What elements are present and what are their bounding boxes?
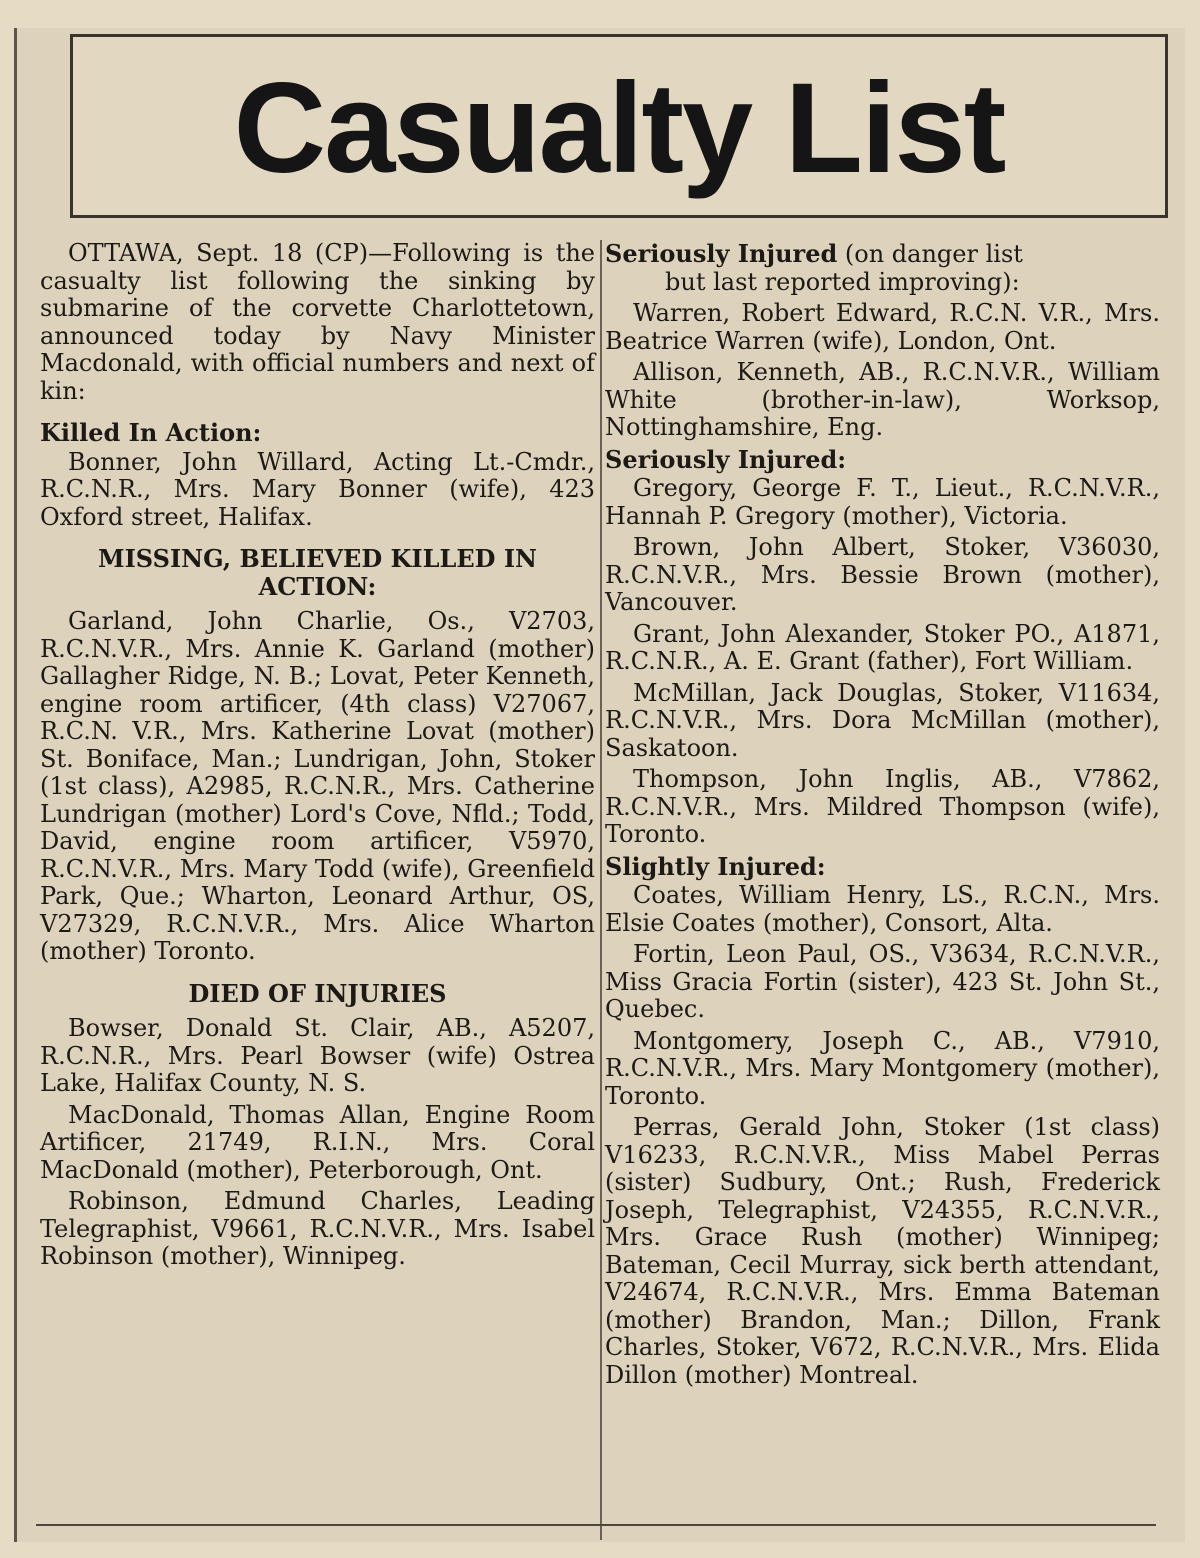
casualty-entry: Fortin, Leon Paul, OS., V3634, R.C.N.V.R., Miss Gracia Fortin (sister), 423 St. John St., Quebec.	[605, 940, 1160, 1023]
died-entry: MacDonald, Thomas Allan, Engine Room Artificer, 21749, R.I.N., Mrs. Coral MacDonald (mother), Peterborough, Ont.	[40, 1100, 595, 1184]
right-column	[605, 240, 1160, 1393]
killed-entry: Bonner, John Willard, Acting Lt.-Cmdr., R.C.N.R., Mrs. Mary Bonner (wife), 423 Oxford street, Halifax.	[40, 447, 595, 531]
left-column	[40, 240, 595, 1275]
casualty-entry: Thompson, John Inglis, AB., V7862, R.C.N.V.R., Mrs. Mildred Thompson (wife), Toronto.	[605, 765, 1160, 848]
casualty-entry: Brown, John Albert, Stoker, V36030, R.C.N.V.R., Mrs. Bessie Brown (mother), Vancouver.	[605, 533, 1160, 616]
killed-heading: Killed In Action:	[40, 418, 262, 447]
slight-heading: Slightly Injured:	[605, 851, 826, 881]
casualty-entry: McMillan, Jack Douglas, Stoker, V11634, R.C.N.V.R., Mrs. Dora McMillan (mother), Saskatoon.	[605, 678, 1160, 762]
casualty-entry: Perras, Gerald John, Stoker (1st class) V16233, R.C.N.V.R., Miss Mabel Perras (sister) Sudbury, Ont.; Rush, Frederick Joseph, Telegraphist, V24355, R.C.N.V.R., Mrs. Grace Rush (mother) Winnipeg; Bateman, Cecil Murray, sick berth attendant, V24674, R.C.N.V.R., Mrs. Emma Bateman (mother) Brandon, Man.; Dillon, Frank Charles, Stoker, V672, R.C.N.V.R., Mrs. Elida Dillon (mother) Montreal.	[605, 1113, 1160, 1389]
casualty-entry: Warren, Robert Edward, R.C.N. V.R., Mrs. Beatrice Warren (wife), London, Ont.	[605, 299, 1160, 355]
serious-improving-heading-line	[605, 240, 1160, 269]
bottom-rule	[36, 1524, 1156, 1526]
serious-improving-note: (on danger list	[844, 240, 1023, 268]
serious-improving-heading: Seriously Injured	[605, 239, 838, 268]
casualty-entry: Gregory, George F. T., Lieut., R.C.N.V.R., Hannah P. Gregory (mother), Victoria.	[605, 474, 1160, 530]
died-entry: Robinson, Edmund Charles, Leading Telegraphist, V9661, R.C.N.V.R., Mrs. Isabel Robinson (mother), Winnipeg.	[40, 1187, 595, 1270]
serious-improving-note-line: but last reported improving):	[665, 267, 1020, 296]
headline-box	[70, 34, 1168, 218]
missing-heading: MISSING, BELIEVED KILLED IN ACTION:	[98, 544, 537, 601]
casualty-entry: Coates, William Henry, LS., R.C.N., Mrs. Elsie Coates (mother), Consort, Alta.	[605, 881, 1160, 937]
casualty-entry: Montgomery, Joseph C., AB., V7910, R.C.N.V.R., Mrs. Mary Montgomery (mother), Toronto.	[605, 1026, 1160, 1110]
page-title: Casualty List	[233, 57, 1005, 200]
died-heading: DIED OF INJURIES	[188, 978, 447, 1008]
missing-entry: Garland, John Charlie, Os., V2703, R.C.N.V.R., Mrs. Annie K. Garland (mother) Gallagher Ridge, N. B.; Lovat, Peter Kenneth, engine room artificer, (4th class) V27067, R.C.N. V.R., Mrs. Katherine Lovat (mother) St. Boniface, Man.; Lundrigan, John, Stoker (1st class), A2985, R.C.N.R., Mrs. Catherine Lundrigan (mother) Lord's Cove, Nfld.; Todd, David, engine room artificer, V5970, R.C.N.V.R., Mrs. Mary Todd (wife), Greenfield Park, Que.; Wharton, Leonard Arthur, OS, V27329, R.C.N.V.R., Mrs. Alice Wharton (mother) Toronto.	[40, 607, 595, 965]
casualty-entry: Grant, John Alexander, Stoker PO., A1871, R.C.N.R., A. E. Grant (father), Fort William.	[605, 619, 1160, 675]
intro-paragraph: OTTAWA, Sept. 18 (CP)—Following is the casualty list following the sinking by submarine of the corvette Charlottetown, announced today by Navy Minister Macdonald, with official numbers and next of kin:	[40, 239, 595, 405]
serious-heading: Seriously Injured:	[605, 444, 847, 474]
column-divider	[600, 240, 602, 1540]
casualty-entry: Allison, Kenneth, AB., R.C.N.V.R., William White (brother-in-law), Worksop, Nottinghamshire, Eng.	[605, 358, 1160, 441]
died-entry: Bowser, Donald St. Clair, AB., A5207, R.C.N.R., Mrs. Pearl Bowser (wife) Ostrea Lake, Halifax County, N. S.	[40, 1014, 595, 1097]
